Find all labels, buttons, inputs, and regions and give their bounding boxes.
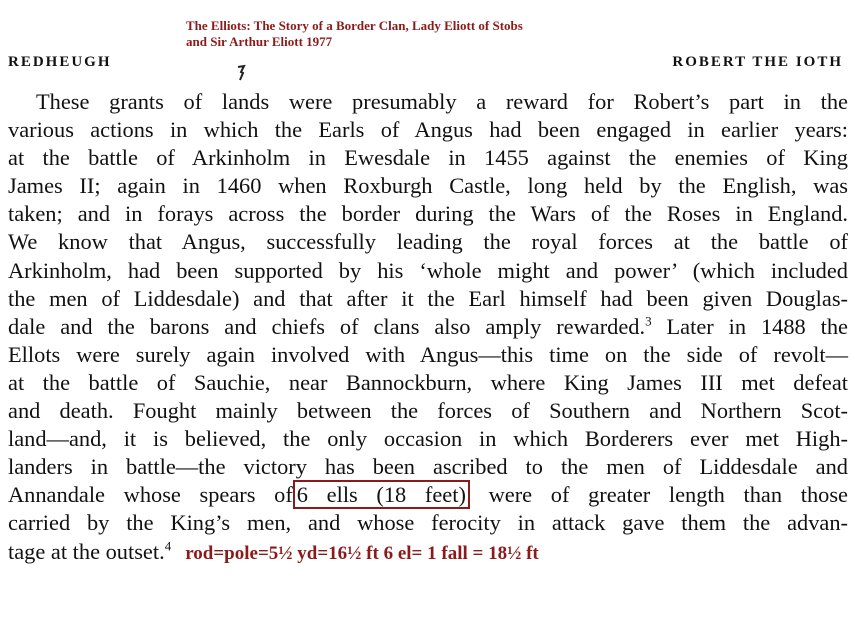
source-citation-line-2: and Sir Arthur Eliott 1977 bbox=[186, 34, 333, 49]
text-segment: were of greater length than those bbox=[469, 482, 848, 508]
text-line: carried by the King’s men, and whose ferocity in attack gave them the advan- bbox=[8, 510, 848, 536]
text-segment: dale and the barons and chiefs of clans also amply rewarded. bbox=[8, 313, 646, 339]
text-line: at the battle of Sauchie, near Bannockburn, where King James III met defeat bbox=[8, 369, 848, 395]
text-line bbox=[8, 538, 848, 566]
running-head-right: ROBERT THE IOTH bbox=[672, 54, 843, 70]
text-line: landers in battle—the victory has been ascribed to the men of Liddesdale and bbox=[8, 454, 848, 480]
text-line: the men of Liddesdale) and that after it the Earl himself had been given Douglas- bbox=[8, 285, 848, 311]
text-line: various actions in which the Earls of Angus had been engaged in earlier years: bbox=[8, 117, 848, 143]
footnote-ref-3: 3 bbox=[645, 313, 652, 329]
text-line: land—and, it is believed, the only occasion in which Borderers ever met High- bbox=[8, 426, 848, 452]
handwritten-annotation: rod=pole=5½ yd=16½ ft 6 el= 1 fall = 18½ ft bbox=[185, 542, 539, 564]
text-line: We know that Angus, successfully leading the royal forces at the battle of bbox=[8, 229, 848, 255]
text-segment: tage at the outset. bbox=[8, 538, 165, 564]
text-line: Ellots were surely again involved with Angus—this time on the side of revolt— bbox=[8, 341, 848, 367]
text-line: taken; and in forays across the border during the Wars of the Roses in England. bbox=[8, 201, 848, 227]
ink-mark-icon bbox=[236, 64, 246, 84]
text-line bbox=[8, 481, 848, 509]
text-line: These grants of lands were presumably a reward for Robert’s part in the bbox=[36, 89, 848, 114]
source-citation-line-1: The Elliots: The Story of a Border Clan, Lady Eliott of Stobs bbox=[186, 18, 523, 33]
text-line: at the battle of Arkinholm in Ewesdale in 1455 against the enemies of King bbox=[8, 145, 848, 171]
text-segment: Later in 1488 the bbox=[651, 313, 848, 339]
text-line bbox=[8, 313, 848, 341]
text-line: and death. Fought mainly between the forces of Southern and Northern Scot- bbox=[8, 398, 848, 424]
text-line: Arkinholm, had been supported by his ‘whole might and power’ (which included bbox=[8, 257, 848, 283]
footnote-ref-4: 4 bbox=[164, 538, 172, 554]
body-text bbox=[8, 88, 848, 566]
text-segment: Annandale whose spears of bbox=[8, 482, 293, 508]
highlighted-measurement: 6 ells (18 feet) bbox=[293, 480, 470, 509]
running-head-left: REDHEUGH bbox=[8, 54, 112, 70]
cropped-next-line bbox=[160, 616, 850, 626]
text-line: James II; again in 1460 when Roxburgh Castle, long held by the English, was bbox=[8, 173, 848, 199]
source-citation bbox=[186, 18, 606, 50]
